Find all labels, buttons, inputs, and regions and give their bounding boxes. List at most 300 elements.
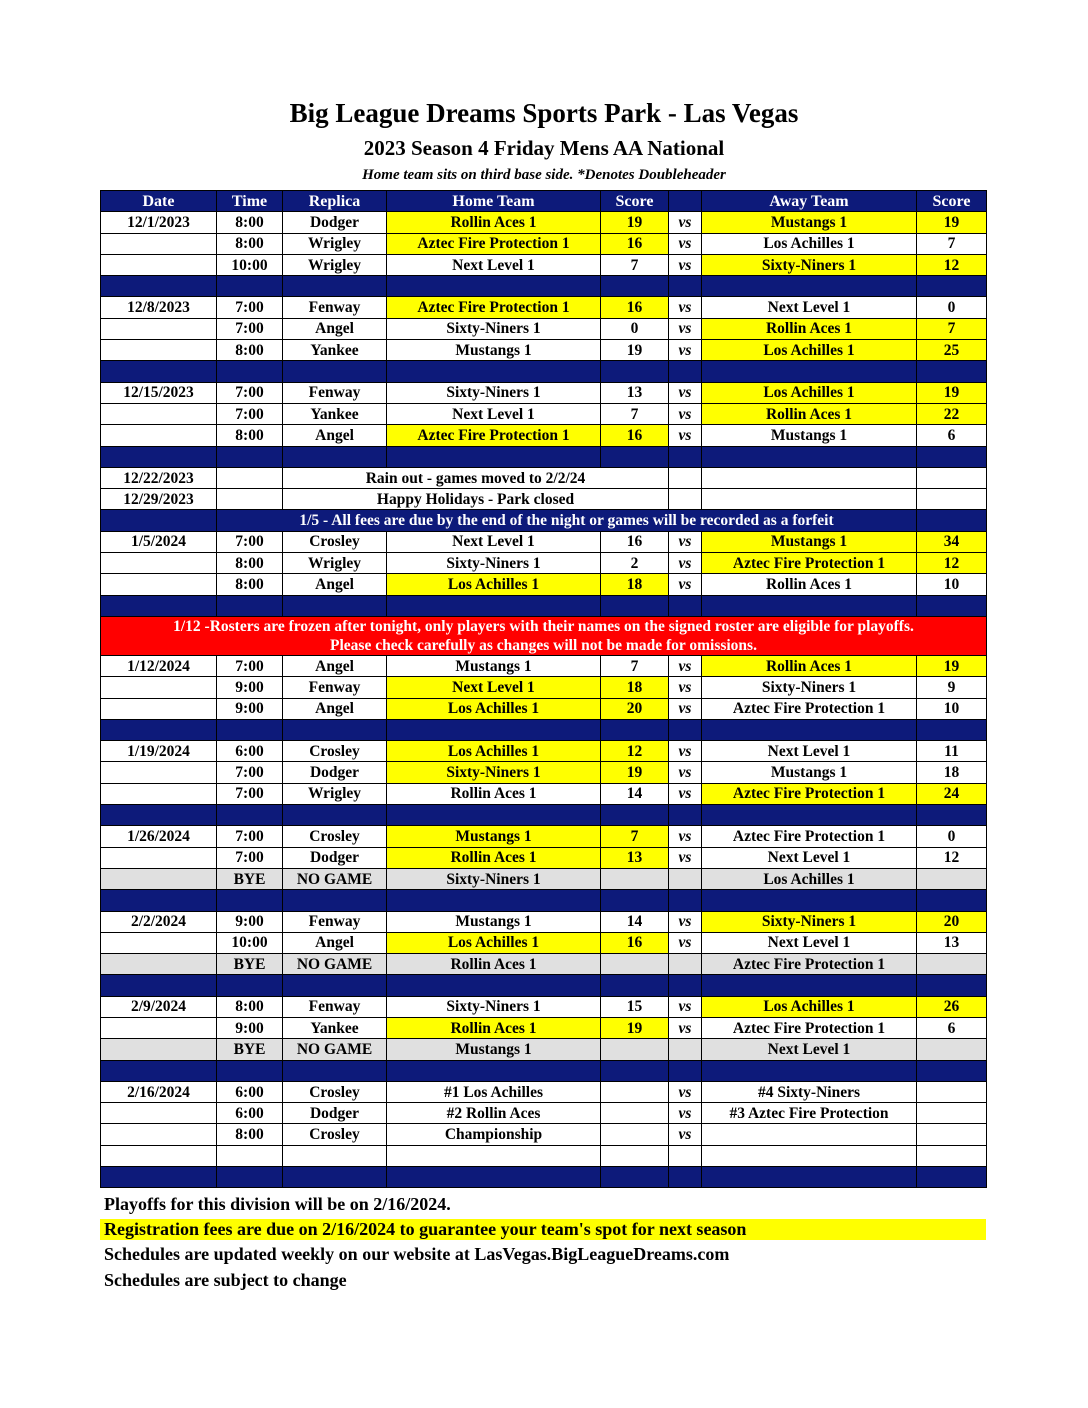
cell-home-score: 13 (601, 382, 669, 403)
cell-time: 9:00 (217, 911, 283, 932)
cell-time: 8:00 (217, 574, 283, 595)
cell-home-score (601, 1103, 669, 1124)
game-row (101, 932, 987, 953)
game-row (101, 254, 987, 275)
schedule-table (100, 190, 987, 1188)
cell-home-team: #1 Los Achilles (387, 1081, 601, 1102)
cell-home-team: Sixty-Niners 1 (387, 762, 601, 783)
cell-home-score: 18 (601, 574, 669, 595)
game-row (101, 318, 987, 339)
col-header-date: Date (101, 191, 217, 212)
cell-replica: Crosley (283, 741, 387, 762)
cell-home-team: Rollin Aces 1 (387, 212, 601, 233)
cell-date: 1/5/2024 (101, 531, 217, 552)
separator-cell (702, 975, 917, 996)
cell-home-score: 0 (601, 318, 669, 339)
cell-away-team: Mustangs 1 (702, 531, 917, 552)
cell-home-score (601, 1124, 669, 1145)
cell-home-score: 16 (601, 531, 669, 552)
separator-cell (669, 890, 702, 911)
cell-away-team: Mustangs 1 (702, 212, 917, 233)
cell-time: 8:00 (217, 233, 283, 254)
cell-date (101, 954, 217, 975)
bye-row (101, 1039, 987, 1060)
cell-vs: vs (669, 698, 702, 719)
cell-replica: Dodger (283, 212, 387, 233)
separator-row (101, 276, 987, 297)
game-row (101, 1124, 987, 1145)
cell-home-team: Los Achilles 1 (387, 698, 601, 719)
cell-away-score: 0 (917, 297, 987, 318)
cell-date (101, 698, 217, 719)
cell-time: 8:00 (217, 340, 283, 361)
cell-away-team: Next Level 1 (702, 741, 917, 762)
cell-away-team: Aztec Fire Protection 1 (702, 783, 917, 804)
cell-away-team: Mustangs 1 (702, 762, 917, 783)
cell-replica: Crosley (283, 531, 387, 552)
fees-notice-text: 1/5 - All fees are due by the end of the night or games will be recorded as a forfeit (217, 510, 917, 531)
registration-note: Registration fees are due on 2/16/2024 to guarantee your team's spot for next season (100, 1219, 986, 1240)
cell-replica: Wrigley (283, 553, 387, 574)
separator-cell (917, 805, 987, 826)
cell-vs: vs (669, 297, 702, 318)
separator-cell (917, 890, 987, 911)
separator-cell (669, 805, 702, 826)
cell-home-score: 7 (601, 403, 669, 424)
separator-cell (101, 595, 217, 616)
cell-vs: vs (669, 741, 702, 762)
cell-away-team: Mustangs 1 (702, 425, 917, 446)
game-row (101, 1145, 987, 1166)
cell-time (217, 1145, 283, 1166)
separator-cell (917, 975, 987, 996)
separator-cell (217, 595, 283, 616)
cell-away-score (917, 1039, 987, 1060)
separator-cell (601, 446, 669, 467)
separator-cell (101, 890, 217, 911)
cell-away-score: 10 (917, 574, 987, 595)
separator-cell (283, 446, 387, 467)
cell-replica: Fenway (283, 677, 387, 698)
cell-vs: vs (669, 1124, 702, 1145)
cell-away-score (917, 868, 987, 889)
cell-away-team (702, 1145, 917, 1166)
cell-away-score: 19 (917, 212, 987, 233)
cell-home-team: Rollin Aces 1 (387, 1017, 601, 1038)
cell-replica: NO GAME (283, 1039, 387, 1060)
cell-vs: vs (669, 425, 702, 446)
cell-home-team: Los Achilles 1 (387, 932, 601, 953)
cell-replica: Yankee (283, 403, 387, 424)
cell-date (101, 233, 217, 254)
cell-vs: vs (669, 318, 702, 339)
cell-vs (669, 954, 702, 975)
separator-row (101, 1060, 987, 1081)
cell-home-score: 19 (601, 340, 669, 361)
notice-row (101, 489, 987, 510)
separator-row (101, 595, 987, 616)
separator-row (101, 719, 987, 740)
cell-vs: vs (669, 783, 702, 804)
cell-replica: Crosley (283, 1081, 387, 1102)
game-row (101, 340, 987, 361)
separator-row (101, 975, 987, 996)
cell-away-team: #3 Aztec Fire Protection (702, 1103, 917, 1124)
cell-vs: vs (669, 340, 702, 361)
bye-row (101, 868, 987, 889)
page-title: Big League Dreams Sports Park - Las Vegas (289, 98, 799, 128)
cell-replica: NO GAME (283, 954, 387, 975)
cell-away-score (917, 1145, 987, 1166)
cell-away-score: 6 (917, 425, 987, 446)
cell-vs: vs (669, 996, 702, 1017)
separator-cell (283, 719, 387, 740)
cell-date: 1/19/2024 (101, 741, 217, 762)
separator-cell (387, 719, 601, 740)
cell-date: 2/9/2024 (101, 996, 217, 1017)
cell-time: 6:00 (217, 741, 283, 762)
separator-cell (217, 719, 283, 740)
separator-cell (283, 890, 387, 911)
cell-home-score: 19 (601, 762, 669, 783)
cell-away-team: Los Achilles 1 (702, 868, 917, 889)
separator-cell (601, 719, 669, 740)
cell-home-team: #2 Rollin Aces (387, 1103, 601, 1124)
cell-vs: vs (669, 826, 702, 847)
roster-notice-line2: Please check carefully as changes will not be made for omissions. (330, 636, 757, 654)
bye-row (101, 954, 987, 975)
game-row (101, 1017, 987, 1038)
cell-home-score: 16 (601, 233, 669, 254)
game-row (101, 826, 987, 847)
separator-cell (669, 446, 702, 467)
cell-away-team: Aztec Fire Protection 1 (702, 1017, 917, 1038)
cell-vs (669, 868, 702, 889)
cell-replica: Crosley (283, 1124, 387, 1145)
cell-home-score (601, 868, 669, 889)
separator-cell (283, 361, 387, 382)
cell-home-team: Aztec Fire Protection 1 (387, 233, 601, 254)
cell-replica: Angel (283, 425, 387, 446)
empty-cell (101, 510, 217, 531)
cell-away-score: 34 (917, 531, 987, 552)
cell-home-team: Sixty-Niners 1 (387, 868, 601, 889)
separator-cell (101, 361, 217, 382)
cell-replica (283, 1145, 387, 1166)
separator-row (101, 1167, 987, 1188)
cell-away-score: 26 (917, 996, 987, 1017)
separator-cell (669, 361, 702, 382)
cell-away-team: Los Achilles 1 (702, 340, 917, 361)
cell-away-team: Sixty-Niners 1 (702, 911, 917, 932)
cell-away-team: Los Achilles 1 (702, 996, 917, 1017)
game-row (101, 655, 987, 676)
cell-vs: vs (669, 847, 702, 868)
cell-away-team: Aztec Fire Protection 1 (702, 954, 917, 975)
cell-away-team: Los Achilles 1 (702, 382, 917, 403)
change-note: Schedules are subject to change (104, 1270, 347, 1290)
game-row (101, 574, 987, 595)
separator-cell (387, 890, 601, 911)
separator-cell (601, 361, 669, 382)
cell-home-score (601, 1145, 669, 1166)
game-row (101, 553, 987, 574)
cell-date (101, 318, 217, 339)
cell-away-score (917, 1124, 987, 1145)
cell-away-score: 12 (917, 553, 987, 574)
game-row (101, 996, 987, 1017)
separator-cell (217, 446, 283, 467)
cell-home-score: 7 (601, 254, 669, 275)
cell-vs: vs (669, 531, 702, 552)
cell-home-team: Sixty-Niners 1 (387, 382, 601, 403)
cell-date (101, 1039, 217, 1060)
cell-home-score: 19 (601, 212, 669, 233)
cell-vs: vs (669, 911, 702, 932)
cell-home-team: Next Level 1 (387, 254, 601, 275)
separator-cell (283, 805, 387, 826)
separator-cell (217, 805, 283, 826)
cell-date: 12/1/2023 (101, 212, 217, 233)
cell-home-score: 16 (601, 297, 669, 318)
cell-date (101, 762, 217, 783)
cell-replica: Wrigley (283, 254, 387, 275)
cell-date (101, 1103, 217, 1124)
game-row (101, 297, 987, 318)
cell-vs: vs (669, 1103, 702, 1124)
separator-cell (702, 276, 917, 297)
game-row (101, 677, 987, 698)
game-row (101, 698, 987, 719)
cell-home-score: 7 (601, 655, 669, 676)
game-row (101, 212, 987, 233)
cell-home-team: Rollin Aces 1 (387, 783, 601, 804)
fees-notice-row (101, 510, 987, 531)
game-row (101, 531, 987, 552)
cell-time: 9:00 (217, 1017, 283, 1038)
cell-away-score: 6 (917, 1017, 987, 1038)
cell-away-score (917, 954, 987, 975)
cell-date (101, 574, 217, 595)
separator-cell (702, 890, 917, 911)
separator-cell (101, 1167, 217, 1188)
cell-date (101, 783, 217, 804)
cell-vs (669, 1145, 702, 1166)
separator-cell (217, 1167, 283, 1188)
cell-vs: vs (669, 254, 702, 275)
game-row (101, 233, 987, 254)
game-row (101, 847, 987, 868)
cell-replica: Fenway (283, 996, 387, 1017)
cell-time: 8:00 (217, 212, 283, 233)
cell-home-score: 16 (601, 425, 669, 446)
cell-away-team: Rollin Aces 1 (702, 318, 917, 339)
cell-home-team: Aztec Fire Protection 1 (387, 425, 601, 446)
separator-cell (702, 361, 917, 382)
cell-home-team: Next Level 1 (387, 677, 601, 698)
separator-cell (669, 276, 702, 297)
separator-cell (387, 595, 601, 616)
cell-time (217, 467, 283, 488)
cell-away-score: 24 (917, 783, 987, 804)
cell-away-team: Rollin Aces 1 (702, 655, 917, 676)
cell-date (101, 1145, 217, 1166)
cell-home-team: Sixty-Niners 1 (387, 996, 601, 1017)
cell-date (101, 425, 217, 446)
cell-replica: Angel (283, 318, 387, 339)
cell-home-score: 20 (601, 698, 669, 719)
cell-replica: Yankee (283, 1017, 387, 1038)
col-header-vs (669, 191, 702, 212)
cell-replica: NO GAME (283, 868, 387, 889)
separator-row (101, 361, 987, 382)
game-row (101, 762, 987, 783)
cell-time: 7:00 (217, 655, 283, 676)
season-subtitle: 2023 Season 4 Friday Mens AA National (363, 136, 725, 160)
cell-away-score: 19 (917, 655, 987, 676)
separator-cell (387, 1060, 601, 1081)
cell-away-team: Rollin Aces 1 (702, 403, 917, 424)
cell-away-team: Aztec Fire Protection 1 (702, 698, 917, 719)
cell-time: 7:00 (217, 403, 283, 424)
cell-replica: Angel (283, 574, 387, 595)
separator-cell (101, 446, 217, 467)
empty-cell (702, 489, 917, 510)
cell-away-score: 25 (917, 340, 987, 361)
game-row (101, 425, 987, 446)
cell-home-team: Next Level 1 (387, 531, 601, 552)
cell-vs: vs (669, 932, 702, 953)
cell-home-team: Mustangs 1 (387, 655, 601, 676)
cell-away-team: Next Level 1 (702, 932, 917, 953)
cell-replica: Crosley (283, 826, 387, 847)
cell-away-team: Sixty-Niners 1 (702, 254, 917, 275)
game-row (101, 783, 987, 804)
game-row (101, 403, 987, 424)
notice-text: Happy Holidays - Park closed (283, 489, 669, 510)
col-header-time: Time (217, 191, 283, 212)
separator-cell (387, 975, 601, 996)
cell-home-score: 16 (601, 932, 669, 953)
separator-cell (217, 276, 283, 297)
cell-home-team: Rollin Aces 1 (387, 954, 601, 975)
cell-vs: vs (669, 382, 702, 403)
cell-away-team: Aztec Fire Protection 1 (702, 553, 917, 574)
cell-home-team: Los Achilles 1 (387, 741, 601, 762)
cell-vs: vs (669, 574, 702, 595)
cell-home-score (601, 954, 669, 975)
website-note: Schedules are updated weekly on our website at LasVegas.BigLeagueDreams.com (104, 1244, 730, 1264)
cell-replica: Wrigley (283, 233, 387, 254)
cell-time: 8:00 (217, 425, 283, 446)
cell-home-score (601, 1039, 669, 1060)
cell-home-team: Aztec Fire Protection 1 (387, 297, 601, 318)
cell-away-score: 22 (917, 403, 987, 424)
cell-home-score: 14 (601, 783, 669, 804)
separator-cell (283, 975, 387, 996)
col-header-replica: Replica (283, 191, 387, 212)
cell-away-score: 20 (917, 911, 987, 932)
cell-away-score: 7 (917, 318, 987, 339)
cell-home-team: Mustangs 1 (387, 340, 601, 361)
separator-cell (283, 1060, 387, 1081)
cell-date (101, 677, 217, 698)
separator-cell (702, 805, 917, 826)
separator-cell (601, 1167, 669, 1188)
cell-time: 7:00 (217, 762, 283, 783)
separator-cell (283, 595, 387, 616)
cell-away-score: 11 (917, 741, 987, 762)
cell-vs: vs (669, 762, 702, 783)
cell-date: 1/26/2024 (101, 826, 217, 847)
cell-replica: Angel (283, 932, 387, 953)
cell-away-team: Next Level 1 (702, 1039, 917, 1060)
playoffs-note: Playoffs for this division will be on 2/16/2024. (104, 1194, 451, 1214)
separator-cell (601, 890, 669, 911)
notice-text: Rain out - games moved to 2/2/24 (283, 467, 669, 488)
separator-cell (702, 1167, 917, 1188)
cell-replica: Fenway (283, 297, 387, 318)
separator-cell (917, 1060, 987, 1081)
game-row (101, 741, 987, 762)
cell-away-team: Los Achilles 1 (702, 233, 917, 254)
separator-cell (217, 890, 283, 911)
game-row (101, 1103, 987, 1124)
separator-cell (601, 1060, 669, 1081)
separator-cell (387, 276, 601, 297)
cell-time: 6:00 (217, 1103, 283, 1124)
separator-cell (669, 1060, 702, 1081)
cell-time: 8:00 (217, 1124, 283, 1145)
separator-cell (917, 595, 987, 616)
cell-date (101, 932, 217, 953)
cell-home-team: Sixty-Niners 1 (387, 318, 601, 339)
cell-date: 2/16/2024 (101, 1081, 217, 1102)
separator-row (101, 890, 987, 911)
separator-cell (702, 1060, 917, 1081)
cell-date: 1/12/2024 (101, 655, 217, 676)
game-row (101, 911, 987, 932)
cell-time: 7:00 (217, 531, 283, 552)
separator-cell (217, 975, 283, 996)
separator-cell (101, 719, 217, 740)
cell-away-score: 7 (917, 233, 987, 254)
cell-date (101, 868, 217, 889)
cell-vs (669, 1039, 702, 1060)
cell-vs: vs (669, 403, 702, 424)
cell-home-team: Sixty-Niners 1 (387, 553, 601, 574)
cell-replica: Dodger (283, 1103, 387, 1124)
cell-replica: Angel (283, 698, 387, 719)
empty-cell (917, 467, 987, 488)
separator-cell (283, 276, 387, 297)
cell-date (101, 847, 217, 868)
separator-cell (917, 276, 987, 297)
col-header-home-team: Home Team (387, 191, 601, 212)
empty-cell (702, 467, 917, 488)
empty-cell (669, 489, 702, 510)
cell-home-score: 15 (601, 996, 669, 1017)
cell-replica: Dodger (283, 847, 387, 868)
cell-vs: vs (669, 655, 702, 676)
cell-time: 8:00 (217, 553, 283, 574)
cell-time: 6:00 (217, 1081, 283, 1102)
cell-away-score: 9 (917, 677, 987, 698)
cell-time: 7:00 (217, 826, 283, 847)
separator-cell (917, 446, 987, 467)
roster-notice (101, 616, 987, 655)
separator-cell (101, 1060, 217, 1081)
